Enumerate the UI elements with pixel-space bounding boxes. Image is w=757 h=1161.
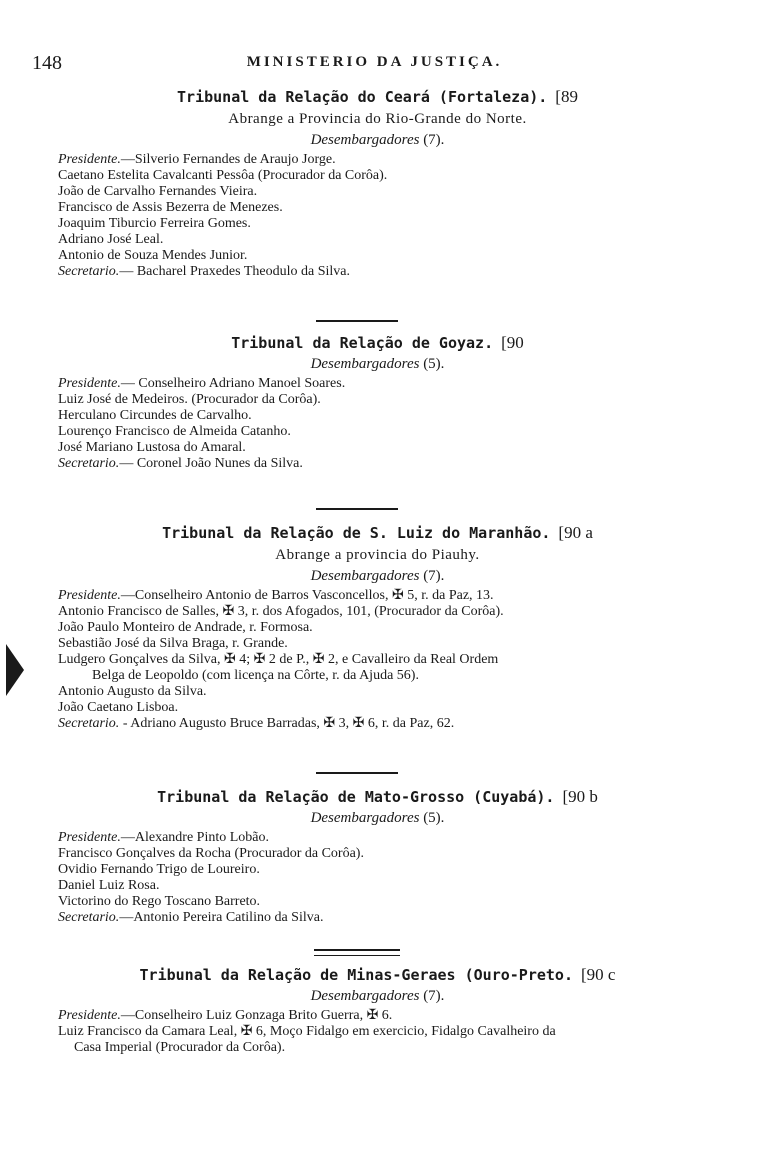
section-subtitle: Abrange a Provincia do Rio-Grande do Norte. [228, 111, 527, 127]
list-item: Casa Imperial (Procurador da Corôa). [74, 1040, 286, 1055]
section-mato-grosso [58, 786, 697, 926]
section-goyaz [58, 332, 697, 472]
section-title: Tribunal da Relação de Goyaz. [90 [231, 333, 524, 352]
desembargadores-label: Desembargadores (7). [310, 988, 445, 1004]
list-item: João Paulo Monteiro de Andrade, r. Formosa. [58, 620, 313, 635]
member-list [58, 830, 697, 926]
list-item: Antonio Augusto da Silva. [58, 684, 207, 699]
list-item: Secretario.—Antonio Pereira Catilino da Silva. [58, 910, 324, 925]
list-item: Adriano José Leal. [58, 232, 164, 247]
list-item: Presidente.—Silverio Fernandes de Araujo Jorge. [58, 152, 336, 167]
section-divider [316, 772, 398, 774]
list-item: Francisco de Assis Bezerra de Menezes. [58, 200, 283, 215]
list-item: Daniel Luiz Rosa. [58, 878, 160, 893]
list-item: Belga de Leopoldo (com licença na Côrte, r. da Ajuda 56). [92, 668, 419, 683]
page-header [32, 52, 717, 76]
page-number: 148 [32, 52, 62, 74]
list-item: Luiz Francisco da Camara Leal, ✠ 6, Moço Fidalgo em exercicio, Fidalgo Cavalheiro da [58, 1024, 556, 1039]
list-item: Victorino do Rego Toscano Barreto. [58, 894, 261, 909]
section-ref: [90 a [558, 523, 593, 542]
list-item: Lourenço Francisco de Almeida Catanho. [58, 424, 291, 439]
running-title: MINISTERIO DA JUSTIÇA. [246, 54, 503, 70]
section-ref: [90 c [581, 965, 616, 984]
member-list [58, 588, 697, 732]
section-title: Tribunal da Relação de Mato-Grosso (Cuyabá). [90 b [157, 787, 598, 806]
list-item: Herculano Circundes de Carvalho. [58, 408, 252, 423]
section-title: Tribunal da Relação de S. Luiz do Maranhão. [90 a [162, 523, 593, 542]
desembargadores-label: Desembargadores (7). [310, 132, 445, 148]
section-ref: [90 b [562, 787, 598, 806]
desembargadores-label: Desembargadores (5). [310, 810, 445, 826]
list-item: Luiz José de Medeiros. (Procurador da Corôa). [58, 392, 321, 407]
list-item: Caetano Estelita Cavalcanti Pessôa (Procurador da Corôa). [58, 168, 388, 183]
member-list [58, 376, 697, 472]
list-item: Joaquim Tiburcio Ferreira Gomes. [58, 216, 251, 231]
section-subtitle: Abrange a provincia do Piauhy. [275, 547, 480, 563]
list-item: Secretario. - Adriano Augusto Bruce Barradas, ✠ 3, ✠ 6, r. da Paz, 62. [58, 716, 455, 731]
section-ceara [58, 86, 697, 280]
section-divider [316, 320, 398, 322]
section-minas-geraes [58, 964, 697, 1056]
section-title: Tribunal da Relação de Minas-Geraes (Ouro-Preto. [90 c [139, 965, 616, 984]
list-item: Presidente.— Conselheiro Adriano Manoel Soares. [58, 376, 346, 391]
member-list [58, 152, 697, 280]
list-item: José Mariano Lustosa do Amaral. [58, 440, 246, 455]
list-item: Antonio de Souza Mendes Junior. [58, 248, 248, 263]
member-list [58, 1008, 697, 1056]
list-item: Secretario.— Coronel João Nunes da Silva. [58, 456, 303, 471]
section-title: Tribunal da Relação do Ceará (Fortaleza). [89 [177, 87, 578, 106]
list-item: Ludgero Gonçalves da Silva, ✠ 4; ✠ 2 de P., ✠ 2, e Cavalleiro da Real Ordem [58, 652, 499, 667]
list-item: Secretario.— Bacharel Praxedes Theodulo da Silva. [58, 264, 350, 279]
margin-arrow-mark [6, 644, 24, 696]
desembargadores-label: Desembargadores (5). [310, 356, 445, 372]
list-item: Sebastião José da Silva Braga, r. Grande. [58, 636, 288, 651]
desembargadores-label: Desembargadores (7). [310, 568, 445, 584]
list-item: João Caetano Lisboa. [58, 700, 179, 715]
list-item: Presidente.—Alexandre Pinto Lobão. [58, 830, 269, 845]
list-item: Francisco Gonçalves da Rocha (Procurador da Corôa). [58, 846, 364, 861]
list-item: Antonio Francisco de Salles, ✠ 3, r. dos Afogados, 101, (Procurador da Corôa). [58, 604, 504, 619]
list-item: Ovidio Fernando Trigo de Loureiro. [58, 862, 260, 877]
section-ref: [90 [501, 333, 524, 352]
section-ref: [89 [555, 87, 578, 106]
list-item: Presidente.—Conselheiro Luiz Gonzaga Brito Guerra, ✠ 6. [58, 1008, 393, 1023]
list-item: João de Carvalho Fernandes Vieira. [58, 184, 258, 199]
section-divider [316, 508, 398, 510]
list-item: Presidente.—Conselheiro Antonio de Barros Vasconcellos, ✠ 5, r. da Paz, 13. [58, 588, 494, 603]
section-divider [314, 949, 400, 956]
section-maranhao [58, 522, 697, 732]
